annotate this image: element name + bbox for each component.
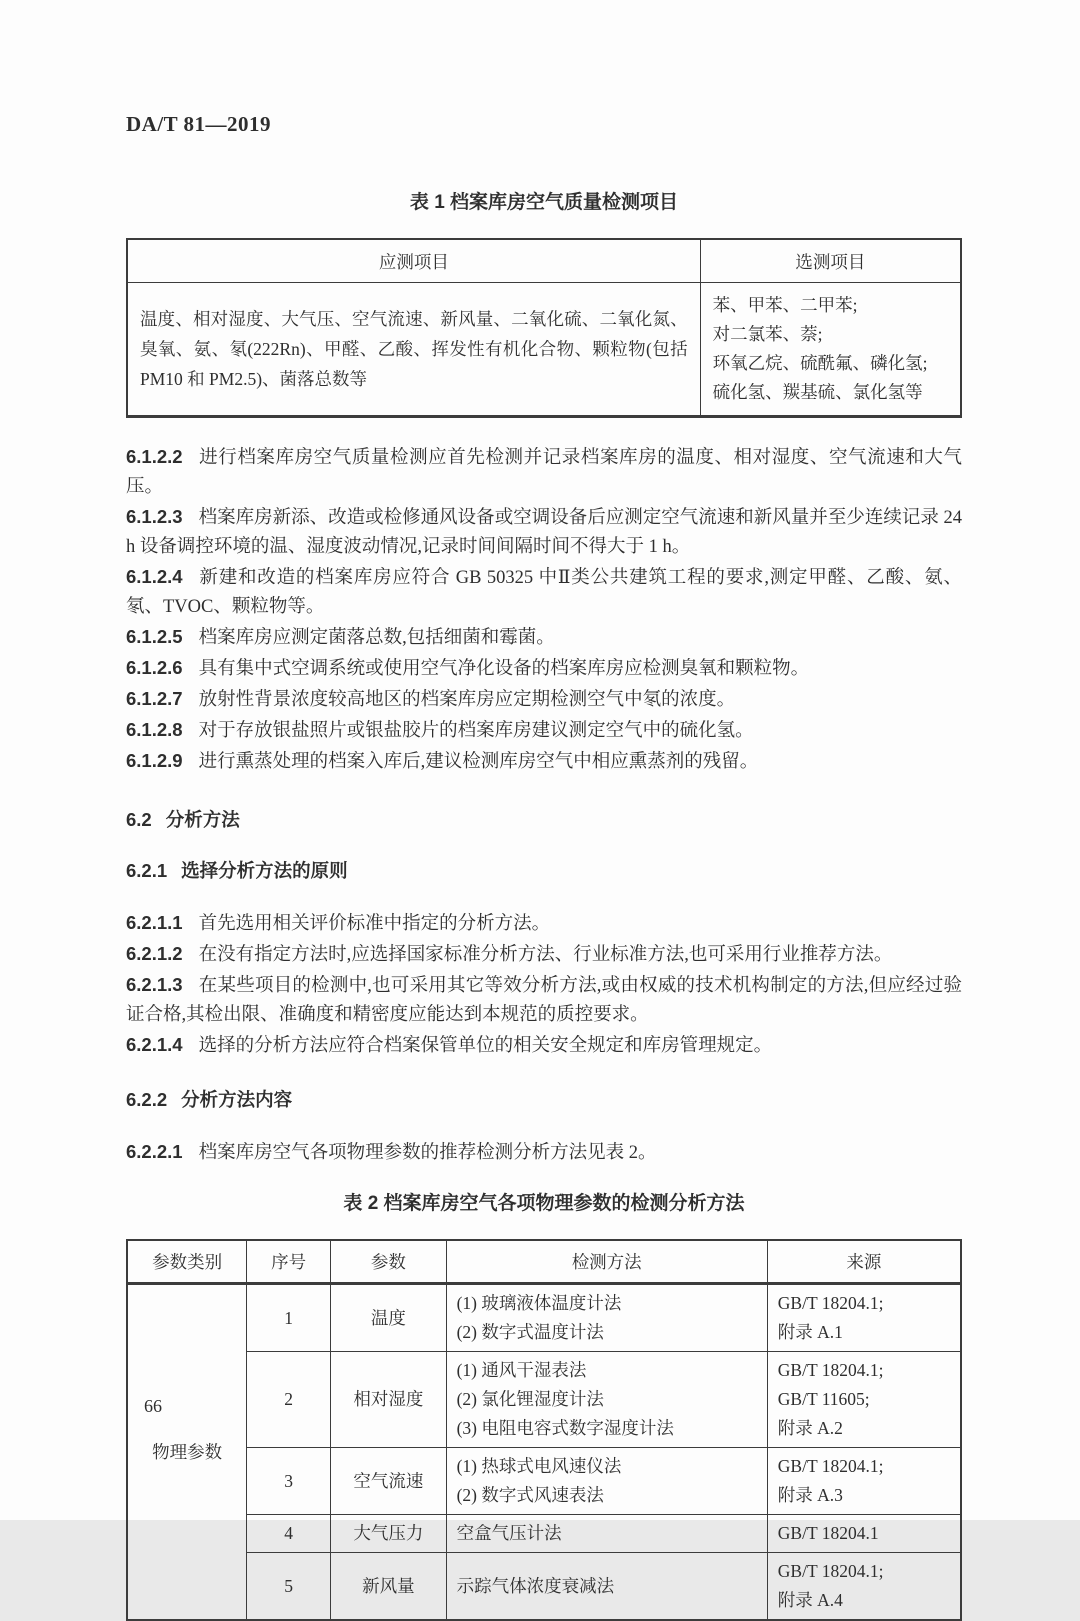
row-sources	[767, 1515, 961, 1553]
clause-text: 具有集中式空调系统或使用空气净化设备的档案库房应检测臭氧和颗粒物。	[198, 659, 810, 679]
clause-text: 进行档案库房空气质量检测应首先检测并记录档案库房的温度、相对湿度、空气流速和大气压。	[126, 448, 962, 497]
table1-optional-items-cell	[700, 283, 961, 417]
row-no: 3	[247, 1448, 331, 1515]
method-line: 示踪气体浓度衰减法	[456, 1575, 615, 1596]
source-line: 附录 A.1	[777, 1322, 843, 1342]
table2-row-pressure	[127, 1515, 961, 1553]
clause-text: 新建和改造的档案库房应符合 GB 50325 中Ⅱ类公共建筑工程的要求,测定甲醛、乙酸、氨、氡、TVOC、颗粒物等。	[126, 568, 962, 617]
clause-block-612	[126, 442, 962, 777]
clause-number: 6.1.2.3	[126, 506, 183, 527]
row-no: 4	[247, 1515, 331, 1553]
row-methods	[446, 1352, 767, 1448]
row-sources	[767, 1352, 961, 1448]
clause-6212	[126, 939, 962, 970]
row-parameter: 大气压力	[331, 1515, 447, 1553]
clause-text: 进行熏蒸处理的档案入库后,建议检测库房空气中相应熏蒸剂的残留。	[198, 752, 759, 772]
row-no: 2	[247, 1352, 331, 1448]
table2-header-method: 检测方法	[446, 1240, 767, 1284]
table2-row-airflow	[127, 1448, 961, 1515]
table2-row-temperature	[127, 1284, 961, 1352]
source-line: GB/T 11605;	[777, 1389, 870, 1409]
row-parameter: 空气流速	[331, 1448, 447, 1515]
optional-line: 环氧乙烷、硫酰氟、磷化氢;	[712, 353, 928, 373]
clause-text: 选择的分析方法应符合档案保管单位的相关安全规定和库房管理规定。	[198, 1036, 773, 1056]
row-sources	[767, 1284, 961, 1352]
table1-header-optional: 选测项目	[700, 239, 961, 283]
table1-header-required: 应测项目	[127, 239, 700, 283]
method-line: (1) 热球式电风速仪法	[456, 1456, 622, 1476]
method-line: (2) 数字式温度计法	[456, 1322, 604, 1342]
table2-header-no: 序号	[247, 1240, 331, 1284]
table1-air-quality-items	[126, 238, 962, 418]
method-line: (1) 通风干湿表法	[456, 1360, 587, 1380]
section-title: 分析方法内容	[181, 1089, 293, 1110]
section-heading-62	[126, 806, 962, 832]
clause-number: 6.1.2.5	[126, 626, 183, 647]
source-line: 附录 A.2	[777, 1418, 843, 1438]
clause-block-621	[126, 908, 962, 1061]
page-content	[126, 112, 962, 1621]
category-cell: 物理参数	[127, 1284, 247, 1621]
source-line: GB/T 18204.1;	[777, 1293, 884, 1313]
row-sources	[767, 1553, 961, 1621]
clause-6122	[126, 442, 962, 502]
clause-number: 6.1.2.2	[126, 446, 183, 467]
method-line: (1) 玻璃液体温度计法	[456, 1293, 622, 1313]
method-line: (2) 数字式风速表法	[456, 1485, 604, 1505]
clause-6221	[126, 1137, 962, 1168]
table2-header-parameter: 参数	[331, 1240, 447, 1284]
method-line: (2) 氯化锂湿度计法	[456, 1389, 604, 1409]
source-line: GB/T 18204.1;	[777, 1456, 884, 1476]
clause-text: 首先选用相关评价标准中指定的分析方法。	[198, 914, 551, 934]
clause-6123	[126, 502, 962, 562]
standard-number-header: DA/T 81—2019	[126, 112, 272, 136]
section-number: 6.2	[126, 809, 152, 830]
method-line: 空盒气压计法	[456, 1523, 562, 1543]
row-methods	[446, 1284, 767, 1352]
clause-number: 6.1.2.4	[126, 566, 183, 587]
clause-text: 对于存放银盐照片或银盐胶片的档案库房建议测定空气中的硫化氢。	[198, 721, 754, 741]
table2-title: 表 2 档案库房空气各项物理参数的检测分析方法	[343, 1193, 745, 1214]
clause-6126	[126, 653, 962, 684]
source-line: GB/T 18204.1;	[777, 1360, 884, 1380]
clause-number: 6.1.2.6	[126, 657, 183, 678]
clause-6125	[126, 622, 962, 653]
clause-text: 档案库房新添、改造或检修通风设备或空调设备后应测定空气流速和新风量并至少连续记录 24 h 设备调控环境的温、湿度波动情况,记录时间间隔时间不得大于 1 h。	[126, 508, 962, 557]
clause-6129	[126, 746, 962, 777]
table2-physical-parameters-methods	[126, 1239, 962, 1621]
clause-6127	[126, 684, 962, 715]
source-line: 附录 A.3	[777, 1485, 843, 1505]
clause-6213	[126, 970, 962, 1030]
section-heading-621	[126, 857, 962, 883]
table2-header-row	[127, 1240, 961, 1284]
optional-line: 硫化氢、羰基硫、氯化氢等	[712, 382, 923, 402]
table1-body-row	[127, 283, 961, 417]
clause-6211	[126, 908, 962, 939]
row-methods	[446, 1515, 767, 1553]
table1-title: 表 1 档案库房空气质量检测项目	[409, 192, 679, 213]
clause-text: 档案库房空气各项物理参数的推荐检测分析方法见表 2。	[198, 1143, 657, 1163]
page-number: 66	[144, 1396, 162, 1416]
section-title: 分析方法	[165, 809, 240, 830]
table2-header-source: 来源	[767, 1240, 961, 1284]
section-number: 6.2.1	[126, 860, 168, 881]
method-line: (3) 电阻电容式数字湿度计法	[456, 1418, 674, 1438]
clause-number: 6.2.1.2	[126, 943, 183, 964]
row-methods	[446, 1553, 767, 1621]
clause-number: 6.2.1.4	[126, 1034, 183, 1055]
clause-number: 6.2.1.1	[126, 912, 183, 933]
row-methods	[446, 1448, 767, 1515]
clause-number: 6.1.2.7	[126, 688, 183, 709]
section-heading-622	[126, 1086, 962, 1112]
clause-text: 在没有指定方法时,应选择国家标准分析方法、行业标准方法,也可采用行业推荐方法。	[198, 945, 893, 965]
clause-6124	[126, 562, 962, 622]
row-parameter: 新风量	[331, 1553, 447, 1621]
row-sources	[767, 1448, 961, 1515]
row-parameter: 相对湿度	[331, 1352, 447, 1448]
clause-number: 6.2.1.3	[126, 974, 183, 995]
clause-number: 6.1.2.9	[126, 750, 183, 771]
source-line: GB/T 18204.1	[777, 1523, 879, 1543]
optional-line: 对二氯苯、萘;	[712, 324, 823, 344]
clause-text: 档案库房应测定菌落总数,包括细菌和霉菌。	[198, 628, 555, 648]
row-no: 5	[247, 1553, 331, 1621]
clause-6214	[126, 1030, 962, 1061]
clause-number: 6.2.2.1	[126, 1141, 183, 1162]
row-parameter: 温度	[331, 1284, 447, 1352]
row-no: 1	[247, 1284, 331, 1352]
table2-row-fresh-air	[127, 1553, 961, 1621]
clause-6128	[126, 715, 962, 746]
optional-line: 苯、甲苯、二甲苯;	[712, 295, 858, 315]
table1-required-items-cell: 温度、相对湿度、大气压、空气流速、新风量、二氧化硫、二氧化氮、臭氧、氨、氡(222Rn)、甲醛、乙酸、挥发性有机化合物、颗粒物(包括 PM10 和 PM2.5)、菌落总数等	[127, 283, 700, 417]
table2-row-humidity	[127, 1352, 961, 1448]
section-title: 选择分析方法的原则	[181, 860, 348, 881]
clause-text: 在某些项目的检测中,也可采用其它等效分析方法,或由权威的技术机构制定的方法,但应经过验证合格,其检出限、准确度和精密度应能达到本规范的质控要求。	[126, 976, 962, 1025]
source-line: 附录 A.4	[777, 1590, 843, 1610]
table2-header-category: 参数类别	[127, 1240, 247, 1284]
source-line: GB/T 18204.1;	[777, 1561, 884, 1581]
table1-header-row	[127, 239, 961, 283]
section-number: 6.2.2	[126, 1089, 168, 1110]
clause-number: 6.1.2.8	[126, 719, 183, 740]
clause-text: 放射性背景浓度较高地区的档案库房应定期检测空气中氡的浓度。	[198, 690, 736, 710]
